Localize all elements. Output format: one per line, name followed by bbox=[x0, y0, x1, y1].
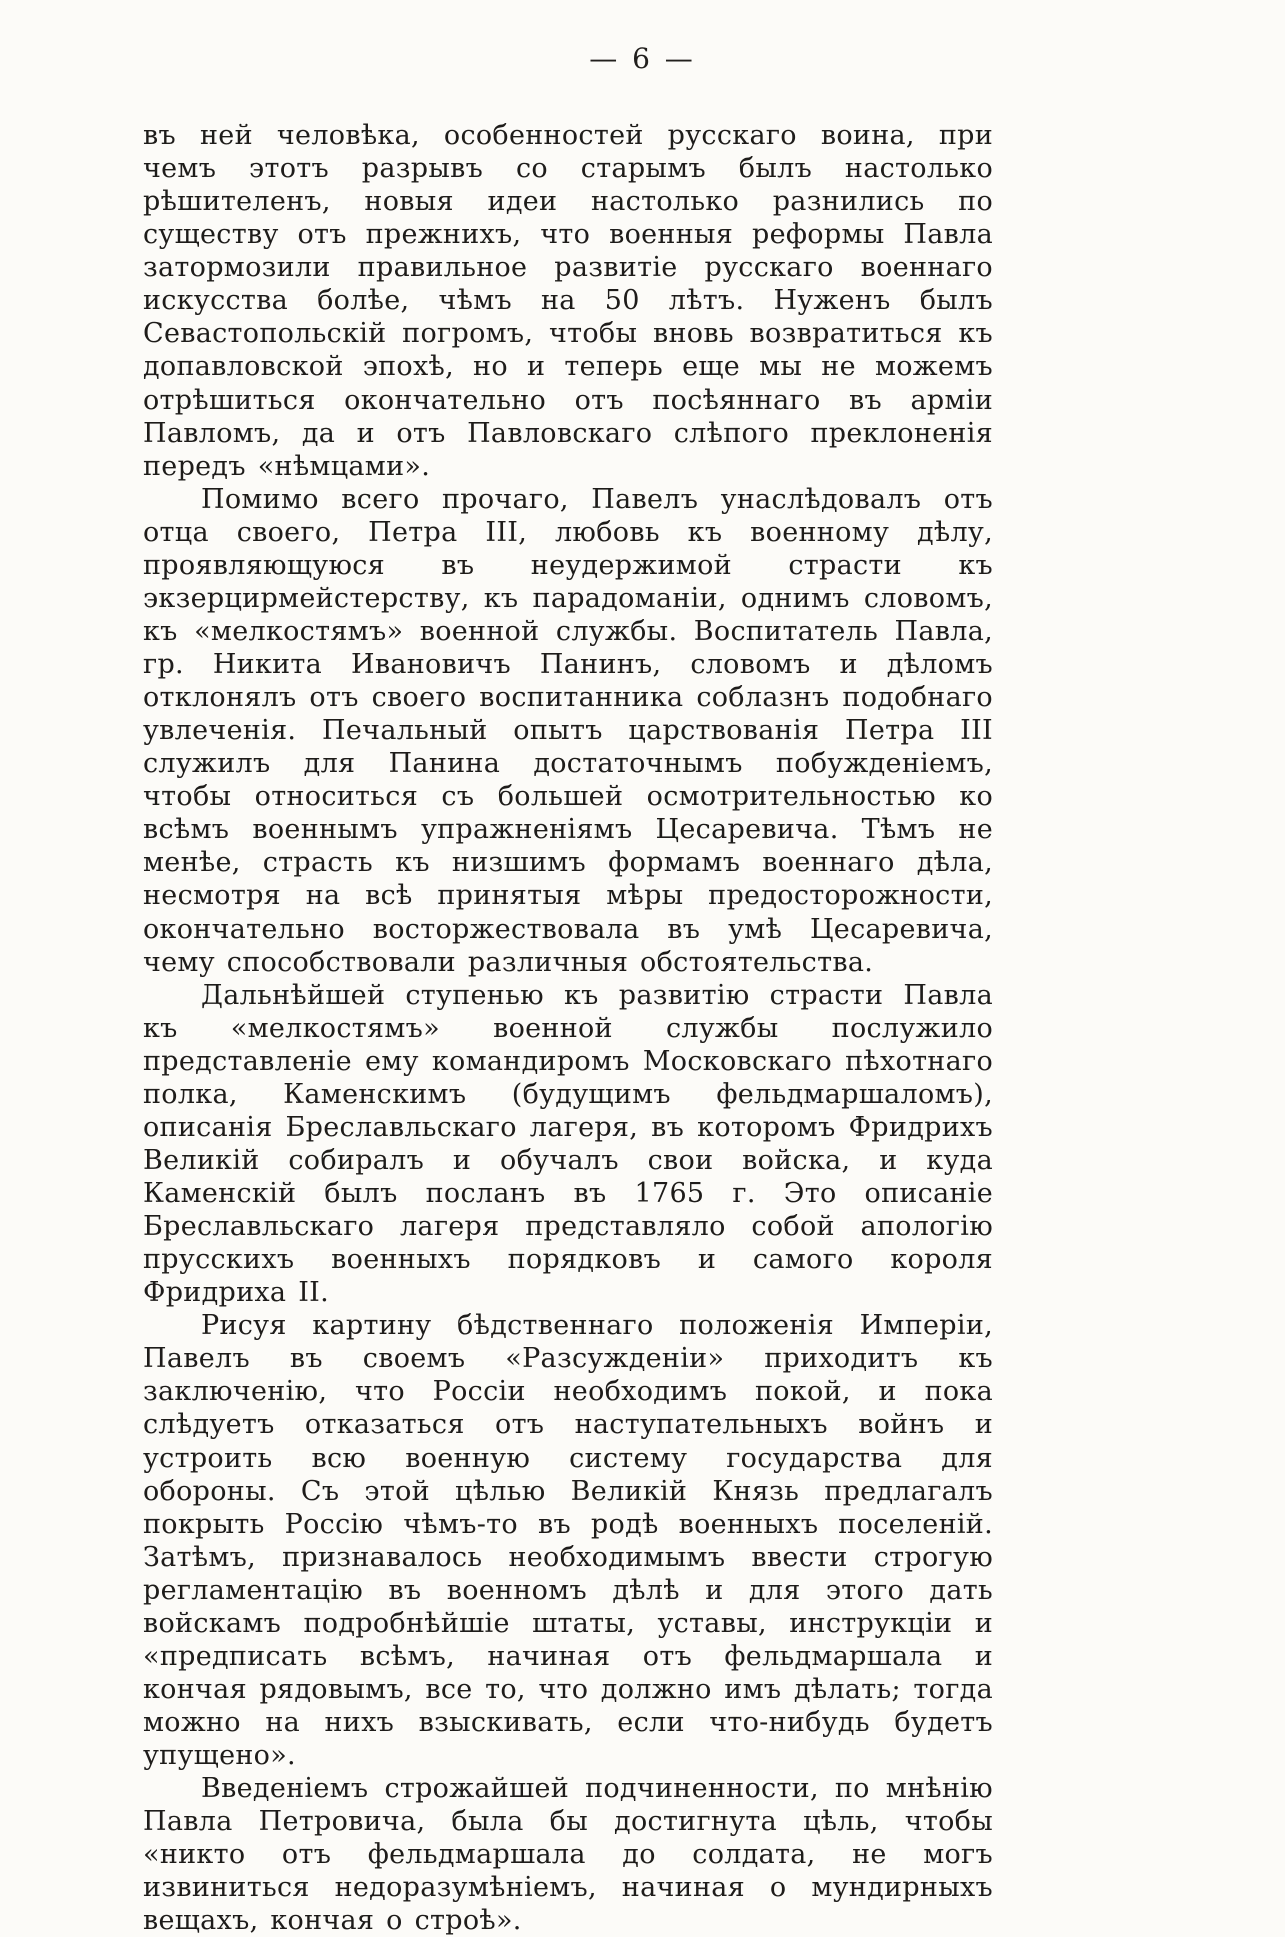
paragraph-2: Помимо всего прочаго, Павелъ унаслѣдовалъ отъ отца своего, Петра III, любовь къ военному дѣлу, проявляющуюся въ неудержимой страсти къ экзерцирмейстерству, къ парадоманіи, однимъ словомъ, къ «мелкостямъ» военной службы. Воспитатель Павла, гр. Никита Ивановичъ Панинъ, словомъ и дѣломъ отклонялъ отъ своего воспитанника соблазнъ подобнаго увлеченія. Печальный опытъ царствованія Петра III служилъ для Панина достаточнымъ побужденіемъ, чтобы относиться съ большей осмотрительностью ко всѣмъ военнымъ упражненіямъ Цесаревича. Тѣмъ не менѣе, страсть къ низшимъ формамъ военнаго дѣла, несмотря на всѣ принятыя мѣры предосторожности, окончательно восторжествовала въ умѣ Цесаревича, чему способствовали различныя обстоятельства. bbox=[143, 483, 993, 978]
page-number: — 6 — bbox=[589, 42, 696, 75]
text-block bbox=[143, 119, 993, 1937]
paragraph-continuation: въ ней человѣка, особенностей русскаго воина, при чемъ этотъ разрывъ со старымъ былъ настолько рѣшителенъ, новыя идеи настолько разнились по существу отъ прежнихъ, что военныя реформы Павла затормозили правильное развитіе русскаго военнаго искусства болѣе, чѣмъ на 50 лѣтъ. Нуженъ былъ Севастопольскій погромъ, чтобы вновь возвратиться къ допавловской эпохѣ, но и теперь еще мы не можемъ отрѣшиться окончательно отъ посѣяннаго въ арміи Павломъ, да и отъ Павловскаго слѣпого преклоненія передъ «нѣмцами». bbox=[143, 120, 993, 482]
paragraph-4: Рисуя картину бѣдственнаго положенія Имперіи, Павелъ въ своемъ «Разсужденіи» приходитъ къ заключенію, что Россіи необходимъ покой, и пока слѣдуетъ отказаться отъ наступательныхъ войнъ и устроить всю военную систему государства для обороны. Съ этой цѣлью Великій Князь предлагалъ покрыть Россію чѣмъ-то въ родѣ военныхъ поселеній. Затѣмъ, признавалось необходимымъ ввести строгую регламентацію въ военномъ дѣлѣ и для этого дать войскамъ подробнѣйшіе штаты, уставы, инструкціи и «предписать всѣмъ, начиная отъ фельдмаршала и кончая рядовымъ, все то, что должно имъ дѣлать; тогда можно на нихъ взыскивать, если что-нибудь будетъ упущено». bbox=[143, 1310, 993, 1772]
paragraph-3: Дальнѣйшей ступенью къ развитію страсти Павла къ «мелкостямъ» военной службы послужило представленіе ему командиромъ Московскаго пѣхотнаго полка, Каменскимъ (будущимъ фельдмаршаломъ), описанія Бреславльскаго лагеря, въ которомъ Фридрихъ Великій собиралъ и обучалъ свои войска, и куда Каменскій былъ посланъ въ 1765 г. Это описаніе Бреславльскаго лагеря представляло собой апологію прусскихъ военныхъ порядковъ и самого короля Фридриха II. bbox=[143, 979, 993, 1309]
paragraph-5: Введеніемъ строжайшей подчиненности, по мнѣнію Павла Петровича, была бы достигнута цѣль, чтобы «никто отъ фельдмаршала до солдата, не могъ извиниться недоразумѣніемъ, начиная о мундирныхъ вещахъ, кончая о строѣ». bbox=[143, 1773, 993, 1937]
